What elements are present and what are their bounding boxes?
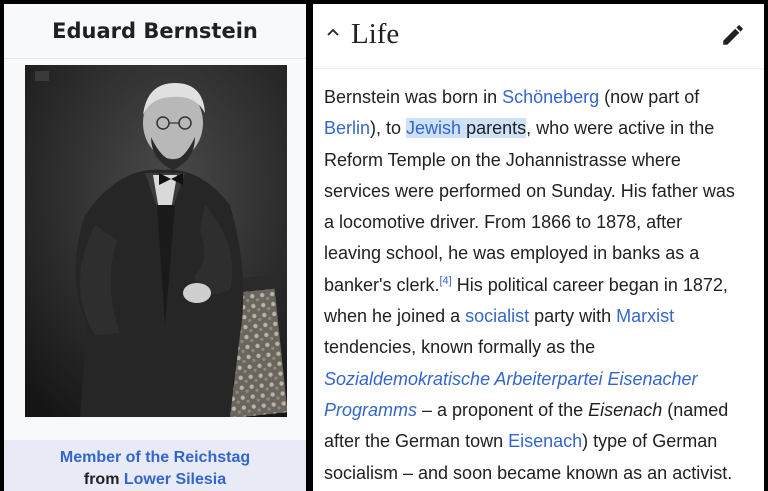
panel-divider — [306, 0, 313, 491]
text-line: when he joined a socialist party with Marxist — [324, 306, 675, 327]
programms-link[interactable]: Programms — [324, 399, 418, 420]
portrait-photo[interactable] — [25, 65, 287, 417]
text-line — [324, 364, 764, 395]
infobox — [4, 4, 306, 491]
life-paragraph — [324, 82, 764, 489]
sdap-link[interactable]: Sozialdemokratische Arbeiterpartei Eisenacher — [324, 368, 698, 389]
selected-text: Jewish parents — [406, 118, 527, 139]
text-line: services were performed on Sunday. His father was — [324, 180, 735, 201]
portrait-image — [25, 65, 287, 417]
text-line: after the German town Eisenach) type of German — [324, 431, 718, 452]
text-line: banker's clerk.[4] His political career began in 1872, — [324, 274, 728, 295]
chevron-up-icon[interactable] — [325, 24, 341, 40]
berlin-link[interactable]: Berlin — [324, 118, 371, 139]
section-header[interactable] — [313, 4, 764, 69]
article-section — [313, 4, 764, 491]
schoneberg-link[interactable]: Schöneberg — [502, 87, 600, 107]
infobox-title: Eduard Bernstein — [4, 4, 306, 59]
text-line: Programms – a proponent of the Eisenach (named — [324, 399, 729, 420]
marxist-link[interactable]: Marxist — [616, 306, 675, 327]
section-title: Life — [351, 18, 400, 50]
text-line: Berlin), to Jewish parents, who were active in the — [324, 118, 715, 139]
text-line: Bernstein was born in Schöneberg (now part of — [324, 87, 700, 107]
pencil-icon[interactable] — [720, 22, 746, 48]
text-line: socialism – and soon became known as an activist. — [324, 462, 733, 483]
text-line: a locomotive driver. From 1866 to 1878, after — [324, 212, 683, 233]
socialist-link[interactable]: socialist — [465, 306, 530, 327]
infobox-caption — [4, 440, 306, 491]
text-line: tendencies, known formally as the — [324, 337, 596, 358]
jewish-link[interactable]: Jewish — [406, 118, 462, 139]
eisenach-link[interactable]: Eisenach — [508, 431, 583, 452]
reference-4[interactable]: [4] — [439, 274, 452, 287]
reichstag-link[interactable]: Member of the Reichstag — [59, 449, 251, 466]
lower-silesia-link[interactable]: Lower Silesia — [123, 471, 227, 488]
caption-from: from — [83, 471, 120, 488]
text-line: Reform Temple on the Johannistrasse where — [324, 149, 681, 170]
text-line: leaving school, he was employed in banks as a — [324, 243, 700, 264]
